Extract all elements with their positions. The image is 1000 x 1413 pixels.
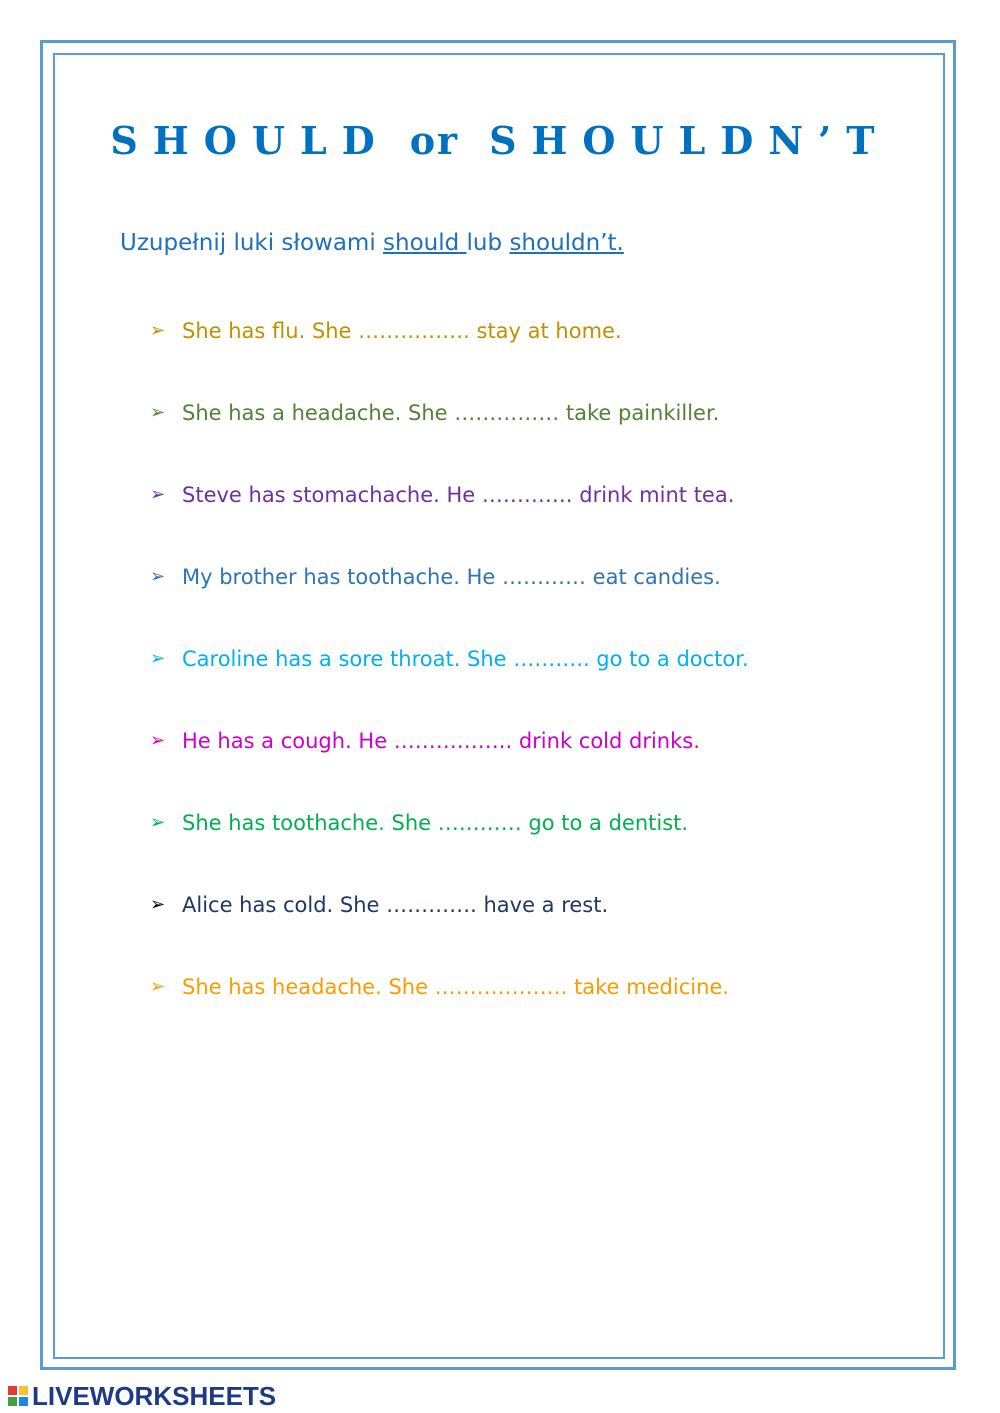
- exercise-item: [150, 316, 749, 398]
- exercise-sentence[interactable]: My brother has toothache. He ………… eat candies.: [182, 565, 721, 589]
- exercise-sentence[interactable]: Caroline has a sore throat. She ……….. go to a doctor.: [182, 647, 749, 671]
- exercise-item: [150, 398, 749, 480]
- instruction-word-shouldnt: shouldn’t.: [509, 230, 624, 256]
- exercise-item: [150, 562, 749, 644]
- exercise-sentence[interactable]: She has headache. She ………………. take medicine.: [182, 975, 729, 999]
- title-shouldnt: SHOULDN’T: [489, 118, 890, 163]
- arrow-bullet-icon: ➢: [150, 320, 166, 341]
- worksheet-title: [0, 118, 1000, 163]
- arrow-bullet-icon: ➢: [150, 976, 166, 997]
- exercise-item: [150, 972, 749, 1054]
- instruction-before: Uzupełnij luki słowami: [120, 230, 384, 256]
- arrow-bullet-icon: ➢: [150, 894, 166, 915]
- exercise-sentence[interactable]: Alice has cold. She …………. have a rest.: [182, 893, 609, 917]
- exercise-item: [150, 480, 749, 562]
- exercise-item: [150, 644, 749, 726]
- logo-text: LIVEWORKSHEETS: [32, 1380, 277, 1411]
- logo-blocks-icon: [8, 1386, 28, 1406]
- exercise-sentence[interactable]: He has a cough. He …………….. drink cold drinks.: [182, 729, 700, 753]
- arrow-bullet-icon: ➢: [150, 648, 166, 669]
- exercise-item: [150, 808, 749, 890]
- exercise-sentence[interactable]: Steve has stomachache. He …………. drink mint tea.: [182, 483, 735, 507]
- arrow-bullet-icon: ➢: [150, 812, 166, 833]
- instruction-word-should: should: [383, 230, 467, 256]
- exercise-item: [150, 726, 749, 808]
- arrow-bullet-icon: ➢: [150, 484, 166, 505]
- instruction-text: [120, 230, 624, 256]
- title-should: SHOULD: [110, 118, 390, 163]
- instruction-middle: lub: [466, 230, 510, 256]
- exercise-sentence[interactable]: She has a headache. She …………… take painkiller.: [182, 401, 720, 425]
- arrow-bullet-icon: ➢: [150, 730, 166, 751]
- exercise-sentence[interactable]: She has toothache. She ………… go to a dentist.: [182, 811, 689, 835]
- liveworksheets-logo: [8, 1380, 277, 1411]
- exercise-sentence[interactable]: She has flu. She ……………. stay at home.: [182, 319, 622, 343]
- exercise-list: [150, 316, 749, 1054]
- arrow-bullet-icon: ➢: [150, 566, 166, 587]
- exercise-item: [150, 890, 749, 972]
- title-or: or: [409, 118, 460, 163]
- arrow-bullet-icon: ➢: [150, 402, 166, 423]
